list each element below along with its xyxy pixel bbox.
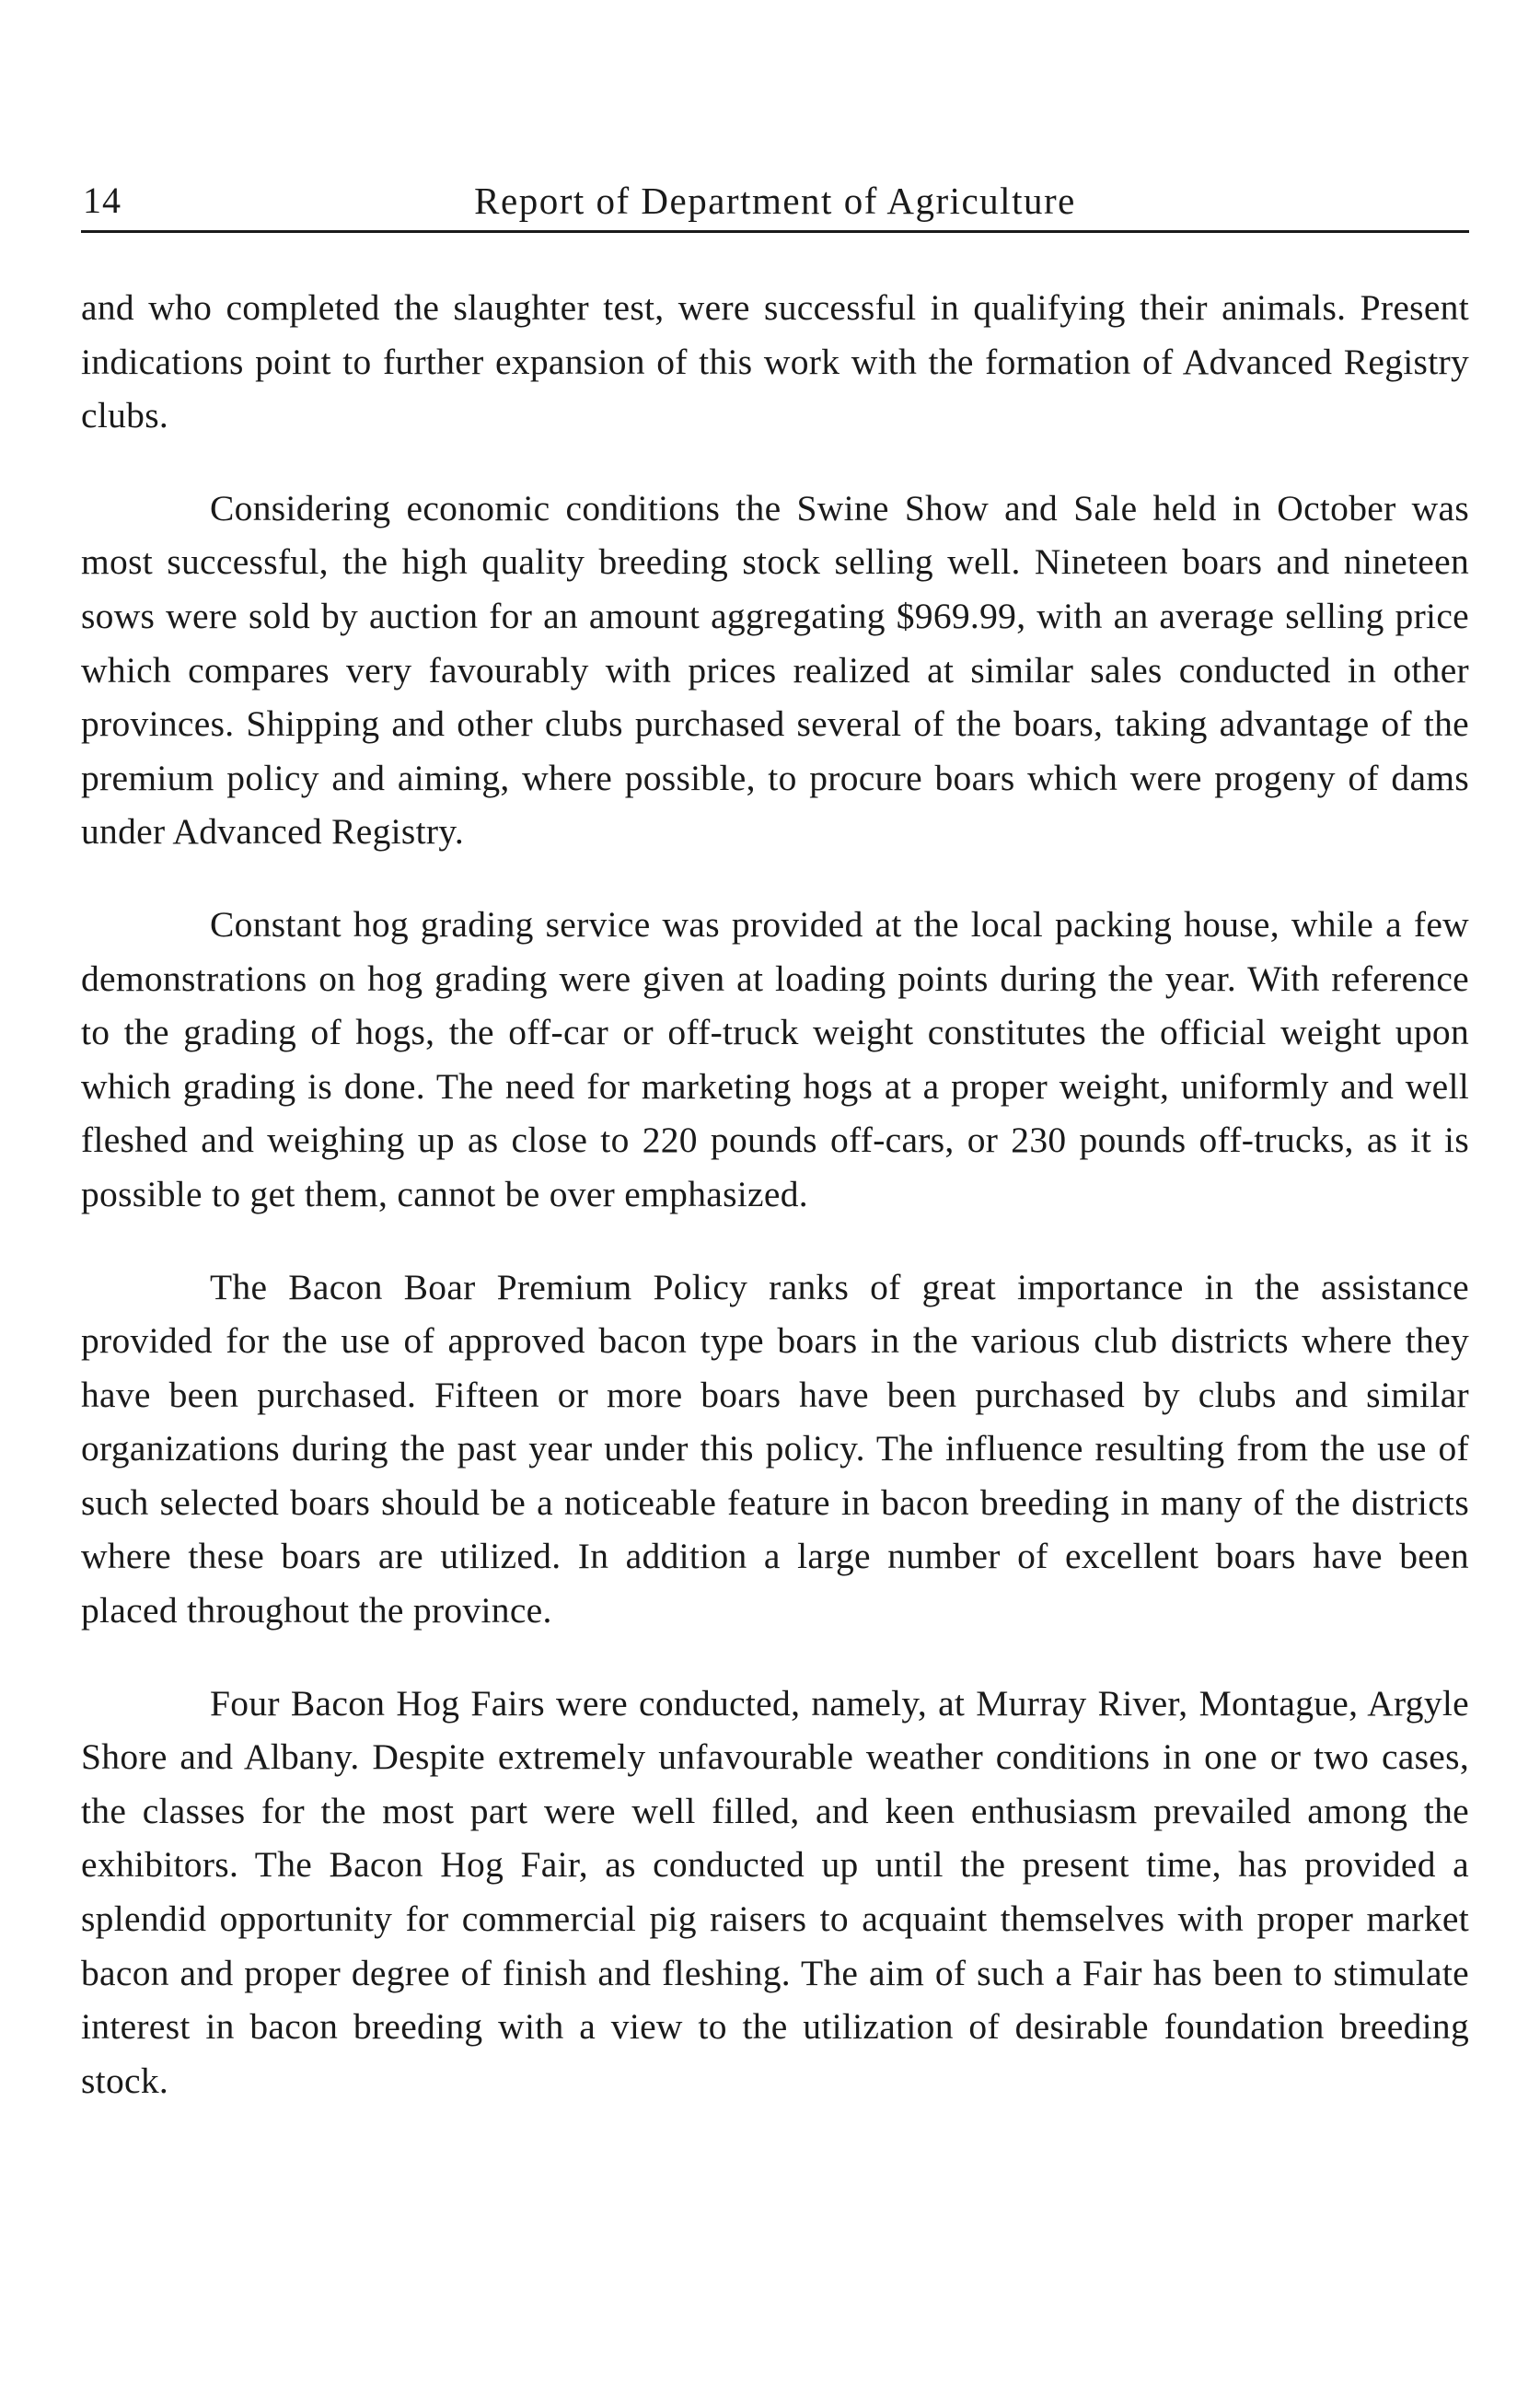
body-text (81, 281, 1469, 2107)
paragraph-premium-policy: The Bacon Boar Premium Policy ranks of great importance in the assistance provided for the use of approved bacon type boars in the various club districts where they have been purchased. Fifteen or more boars have been purchased by clubs and similar organizations during the past year under this policy. The influence resulting from the use of such selected boars should be a noticeable feature in bacon breeding in many of the districts where these boars are utilized. In addition a large number of excellent boars have been placed throughout the province. (81, 1266, 1469, 1631)
running-header (81, 175, 1469, 233)
page-number: 14 (83, 180, 122, 221)
paragraph-continued: and who completed the slaughter test, were successful in qualifying their animals. Present indications point to further expansion of this work with the formation of Advanced Registry clubs. (81, 287, 1469, 436)
running-title: Report of Department of Agriculture (474, 180, 1076, 222)
paragraph-hog-fairs: Four Bacon Hog Fairs were conducted, namely, at Murray River, Montague, Argyle Shore and Albany. Despite extremely unfavourable weather conditions in one or two cases, the classes for the most part were well filled, and keen enthusiasm prevailed among the exhibitors. The Bacon Hog Fair, as conducted up until the present time, has provided a splendid opportunity for commercial pig raisers to acquaint themselves with proper market bacon and proper degree of finish and fleshing. The aim of such a Fair has been to stimulate interest in bacon breeding with a view to the utilization of desirable foundation breeding stock. (81, 1682, 1469, 2101)
document-page (81, 175, 1469, 2107)
paragraph-swine-show: Considering economic conditions the Swine Show and Sale held in October was most successful, the high quality breeding stock selling well. Nineteen boars and nineteen sows were sold by auction for an amount aggregating $969.99, with an average selling price which compares very favourably with prices realized at similar sales conducted in other provinces. Shipping and other clubs purchased several of the boars, taking advantage of the premium policy and aiming, where possible, to procure boars which were progeny of dams under Advanced Registry. (81, 487, 1469, 853)
paragraph-hog-grading: Constant hog grading service was provided at the local packing house, while a few demonstrations on hog grading were given at loading points during the year. With reference to the grading of hogs, the off-car or off-truck weight constitutes the official weight upon which grading is done. The need for marketing hogs at a proper weight, uniformly and well fleshed and weighing up as close to 220 pounds off-cars, or 230 pounds off-trucks, as it is possible to get them, cannot be over emphasized. (81, 903, 1469, 1214)
